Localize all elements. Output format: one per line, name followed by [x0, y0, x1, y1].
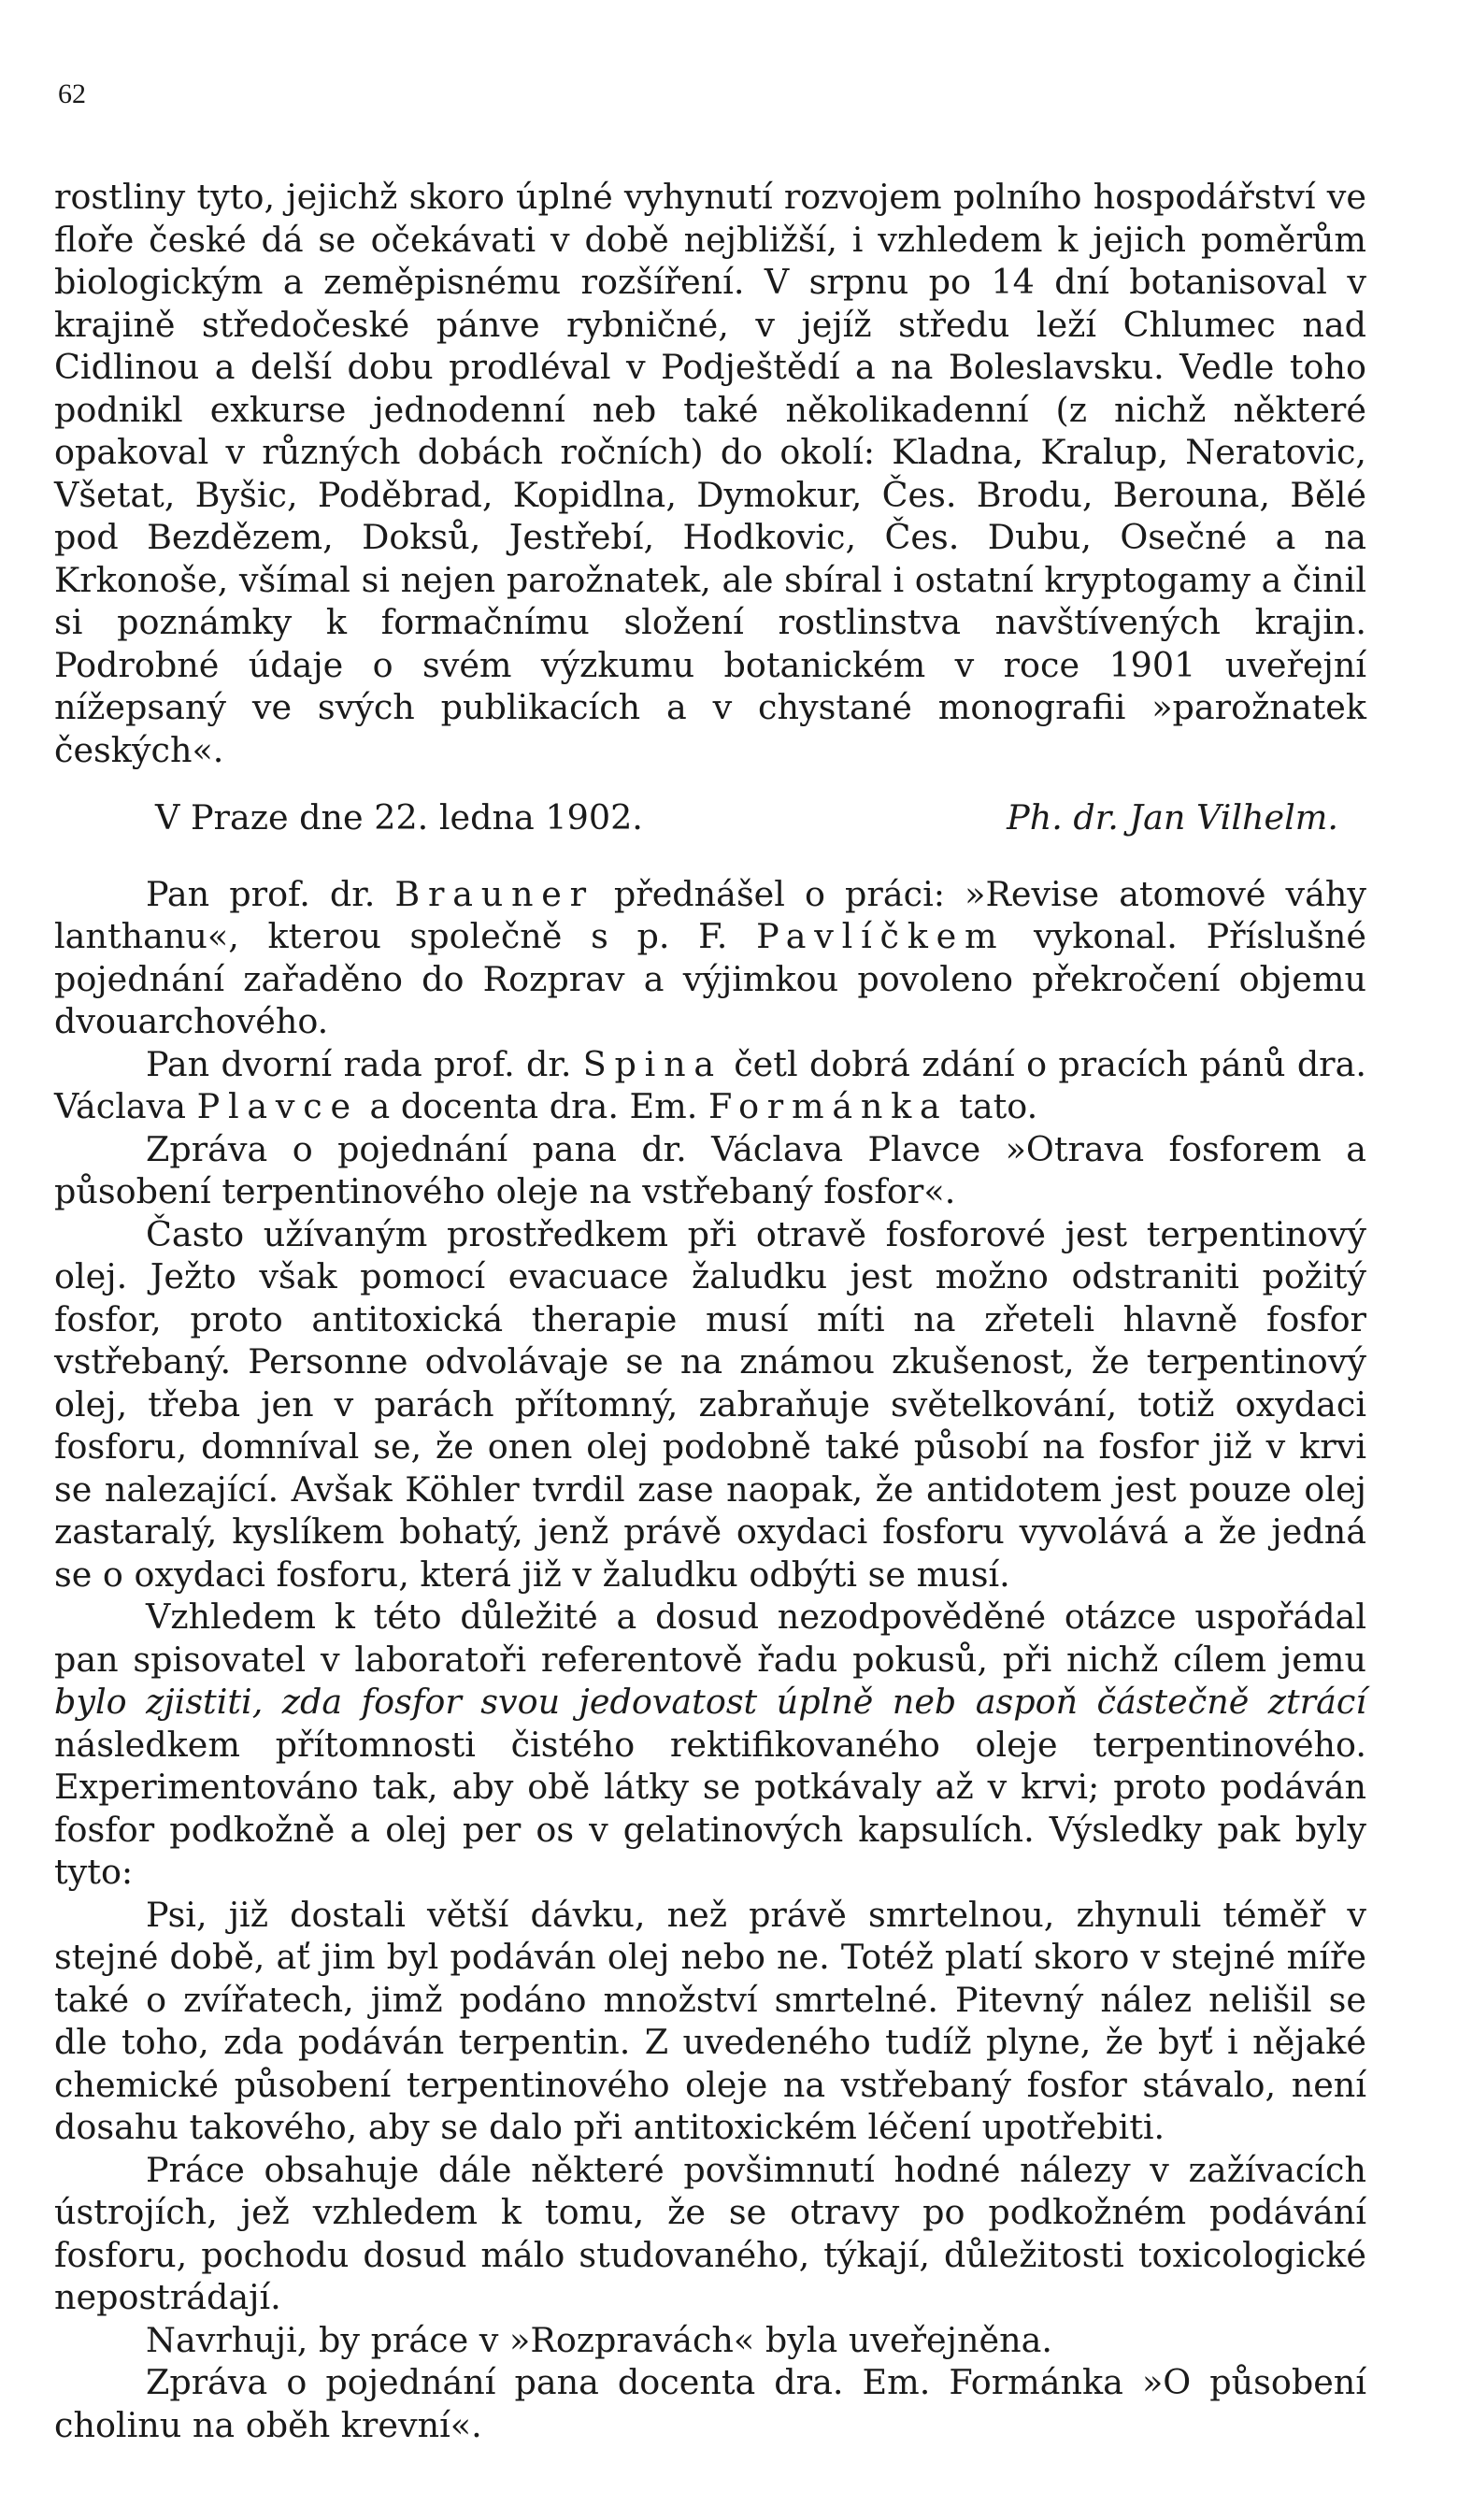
text-segment: Pan dvorní rada prof. dr. — [146, 1043, 583, 1084]
page-number: 62 — [58, 79, 86, 109]
date-line: V Praze dne 22. ledna 1902. — [155, 797, 643, 838]
signature: Ph. dr. Jan Vilhelm. — [1007, 797, 1338, 838]
name-spaced: Formánka — [708, 1086, 949, 1126]
paragraph-spina — [54, 1043, 1366, 1128]
paragraph-results: Psi, již dostali větší dávku, než právě smrtelnou, zhynuli téměř v stejné době, ať jim byl podáván olej nebo ne. Totéž platí skoro v stejné míře také o zvířatech, jimž podáno množství smrtelné. Pitevný nález nelišil se dle toho, zda podáván terpentin. Z uvedeného tudíž plyne, že byť i nějaké chemické působení terpentinového oleje na vstřebaný fosfor stávalo, není dosahu takového, aby se dalo při antitoxickém léčení upotřebiti. — [54, 1894, 1366, 2147]
paragraph-findings: Práce obsahuje dále některé povšimnutí hodné nálezy v zažívacích ústrojích, jež vzhledem k tomu, že se otravy po podkožném podávání fosforu, pochodu dosud málo studovaného, týkají, důležitosti toxicologické nepostrádají. — [54, 2149, 1366, 2317]
text-segment: následkem přítomnosti čistého rektifikovaného oleje terpentinového. Experimentováno tak, aby obě látky se potkávaly až v krvi; proto podáván fosfor podkožně a olej per os v gelatinových kapsulích. Výsledky pak byly tyto: — [54, 1724, 1366, 1892]
text-segment: přednášel o práci: »Revise atomové váhy lanthanu«, kterou společně s p. F. — [54, 873, 1367, 956]
text-segment: tato. — [948, 1086, 1038, 1126]
text-segment: četl dobrá zdání o pracích pánů dra. Václava — [54, 1043, 1366, 1126]
name-spaced: Brauner — [394, 873, 594, 914]
text-segment: a docenta dra. Em. — [358, 1086, 708, 1126]
name-spaced: Spina — [582, 1043, 722, 1084]
date-signature-line — [54, 796, 1366, 839]
text-segment: Pan prof. dr. — [146, 873, 395, 914]
body-text — [54, 176, 1366, 2446]
paragraph-experiments — [54, 1596, 1366, 1894]
text-segment: Vzhledem k této důležité a dosud nezodpověděné otázce uspořádal pan spisovatel v laboratoři referentově řadu pokusů, při nichž cílem jemu — [54, 1596, 1366, 1680]
paragraph-continuation: rostliny tyto, jejichž skoro úplné vyhynutí rozvojem polního hospodářství ve floře české dá se očekávati v době nejbližší, i vzhledem k jejich poměrům biologickým a zeměpisnému rozšíření. V srpnu po 14 dní botanisoval v krajině středočeské pánve rybničné, v jejíž středu leží Chlumec nad Cidlinou a delší dobu prodléval v Podještědí a na Boleslavsku. Vedle toho podnikl exkurse jednodenní neb také několikadenní (z nichž některé opakoval v různých dobách ročních) do okolí: Kladna, Kralup, Neratovic, Všetat, Byšic, Poděbrad, Kopidlna, Dymokur, Čes. Brodu, Berouna, Bělé pod Bezdězem, Doksů, Jestřebí, Hodkovic, Čes. Dubu, Osečné a na Krkonoše, všímal si nejen parožnatek, ale sbíral i ostatní kryptogamy a činil si poznámky k formačnímu složení rostlinstva navštívených krajin. Podrobné údaje o svém výzkumu botanickém v roce 1901 uveřejní nížepsaný ve svých publikacích a v chystané monografii »parožnatek českých«. — [54, 177, 1366, 770]
paragraph-brauner — [54, 873, 1366, 1043]
paragraph-terpentine: Často užívaným prostředkem při otravě fosforové jest terpentinový olej. Ježto však pomocí evacuace žaludku jest možno odstraniti požitý fosfor, proto antitoxická therapie musí míti na zřeteli hlavně fosfor vstřebaný. Personne odvolávaje se na známou zkušenost, že terpentinový olej, třeba jen v parách přítomný, zabraňuje světelkování, totiž oxydaci fosforu, domníval se, že onen olej podobně také působí na fosfor již v krvi se nalezající. Avšak Köhler tvrdil zase naopak, že antidotem jest pouze olej zastaralý, kyslíkem bohatý, jenž právě oxydaci fosforu vyvolává a že jedná se o oxydaci fosforu, která již v žaludku odbýti se musí. — [54, 1213, 1366, 1595]
name-spaced: Plavce — [196, 1086, 359, 1126]
name-spaced: Pavlíčkem — [756, 916, 1006, 956]
paragraph-report-formanek: Zpráva o pojednání pana docenta dra. Em. Formánka »O působení cholinu na oběh krevní«. — [54, 2362, 1366, 2445]
text-segment: vykonal. Příslušné pojednání zařaděno do Rozprav a výjimkou povoleno překročení objemu dvouarchového. — [54, 916, 1366, 1041]
paragraph-report-plavec: Zpráva o pojednání pana dr. Václava Plavce »Otrava fosforem a působení terpentinového oleje na vstřebaný fosfor«. — [54, 1128, 1366, 1211]
paragraph-proposal: Navrhuji, by práce v »Rozpravách« byla uveřejněna. — [146, 2319, 1052, 2360]
italic-segment: bylo zjistiti, zda fosfor svou jedovatost úplně neb aspoň částečně ztrácí — [54, 1682, 1366, 1722]
